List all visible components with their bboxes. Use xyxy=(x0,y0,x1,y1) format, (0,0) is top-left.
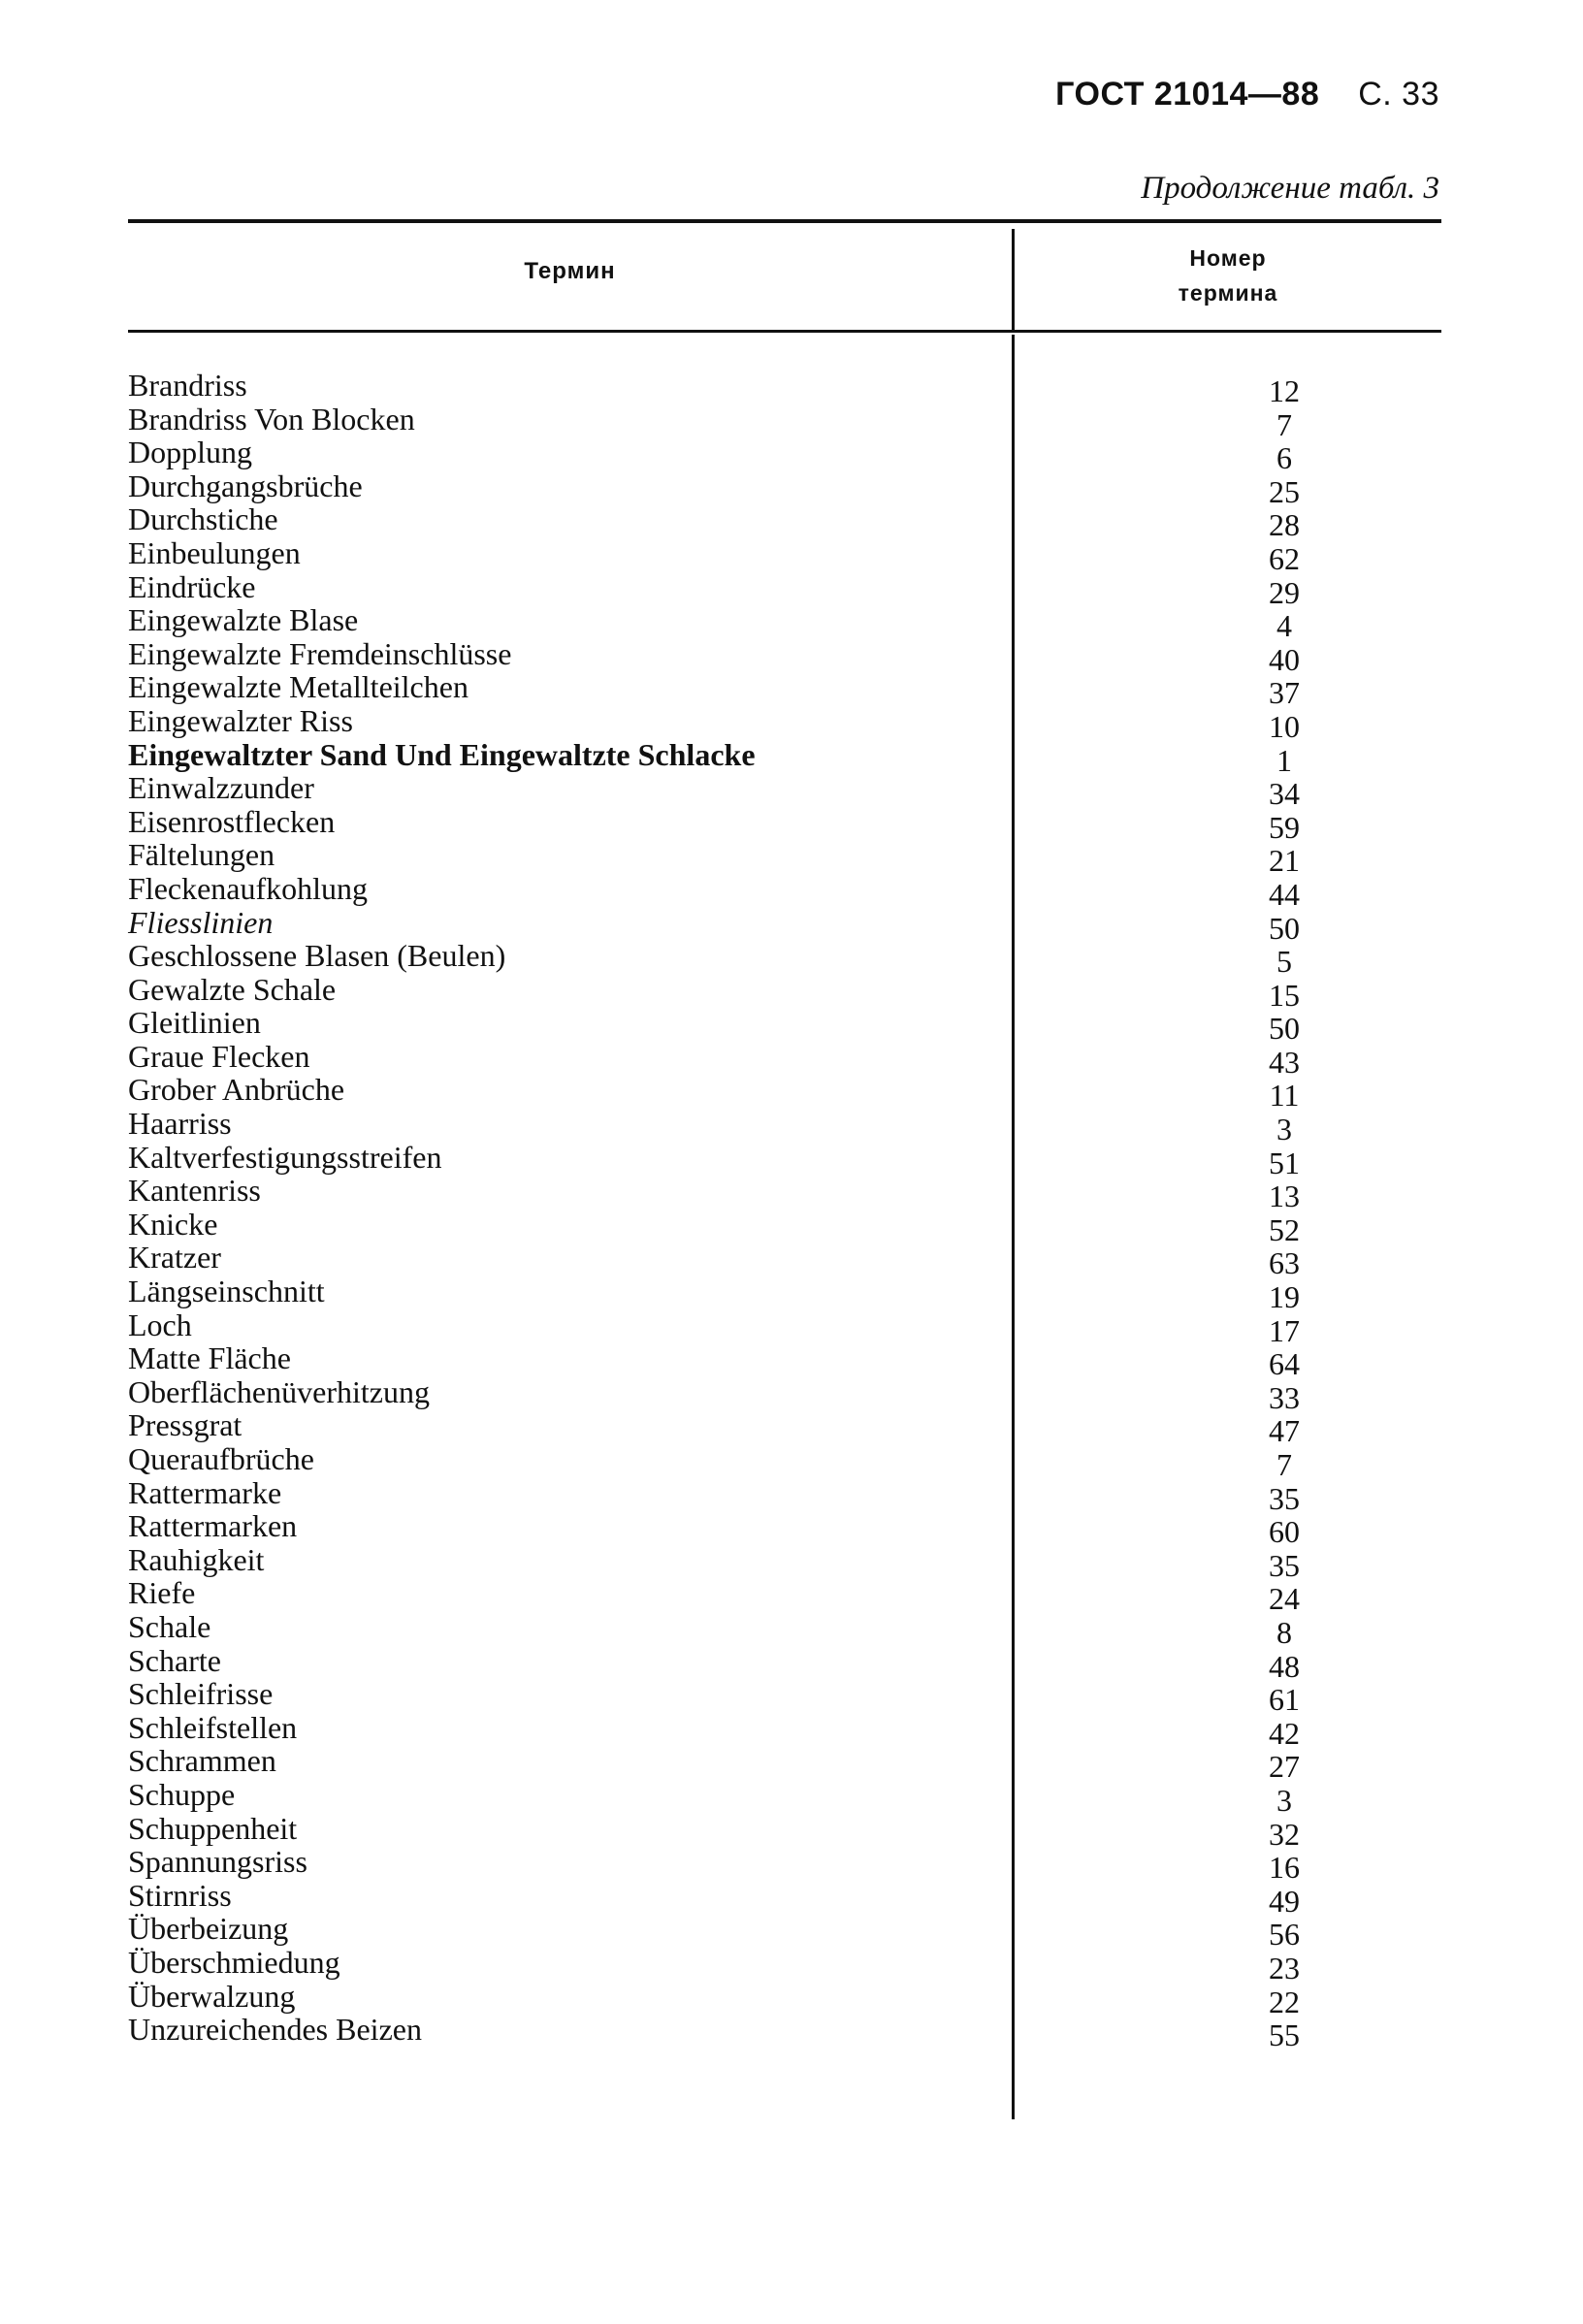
term-number: 16 xyxy=(1269,1850,1300,1886)
term-text: Gewalzte Schale xyxy=(128,971,337,1007)
term-number: 17 xyxy=(1269,1312,1300,1348)
table-row xyxy=(128,1407,1441,1449)
term-number: 25 xyxy=(1269,473,1300,509)
term-text: Fleckenaufkohlung xyxy=(128,870,369,906)
term-text: Rattermarken xyxy=(128,1508,298,1544)
term-text: Rattermarke xyxy=(128,1474,282,1510)
term-number: 56 xyxy=(1269,1917,1300,1953)
column-header-number-line1: Номер xyxy=(1189,245,1267,271)
term-text: Matte Fläche xyxy=(128,1340,291,1376)
table-row xyxy=(128,435,1441,476)
term-number: 6 xyxy=(1276,440,1292,476)
term-number: 34 xyxy=(1269,776,1300,812)
table-row xyxy=(128,1709,1441,1751)
table-row xyxy=(128,1307,1441,1348)
term-number: 37 xyxy=(1269,675,1300,711)
term-number: 24 xyxy=(1269,1581,1300,1617)
term-text: Einbeulungen xyxy=(128,534,301,570)
term-text: Eingewalzte Blase xyxy=(128,602,359,638)
term-number: 3 xyxy=(1276,1112,1292,1147)
term-text: Einwalzzunder xyxy=(128,770,314,806)
table-row xyxy=(128,1911,1441,1953)
term-number: 48 xyxy=(1269,1648,1300,1684)
term-number: 35 xyxy=(1269,1547,1300,1583)
term-number: 63 xyxy=(1269,1245,1300,1281)
table-top-rule xyxy=(128,219,1441,223)
term-number: 35 xyxy=(1269,1480,1300,1516)
column-header-number-line2: термина xyxy=(1178,280,1278,306)
table-row xyxy=(128,770,1441,812)
term-text: Längseinschnitt xyxy=(128,1274,325,1309)
table-row xyxy=(128,1978,1441,2019)
term-number: 52 xyxy=(1269,1211,1300,1247)
table-row xyxy=(128,870,1441,912)
term-number: 7 xyxy=(1276,1447,1292,1482)
term-number: 15 xyxy=(1269,977,1300,1013)
column-header-terms: Термин xyxy=(524,258,616,284)
term-number: 29 xyxy=(1269,574,1300,610)
table-row xyxy=(128,401,1441,442)
term-number: 44 xyxy=(1269,876,1300,912)
terms-table-body xyxy=(128,368,1441,2053)
term-text: Geschlossene Blasen (Beulen) xyxy=(128,938,506,974)
table-row xyxy=(128,1743,1441,1785)
term-text: Unzureichendes Beizen xyxy=(128,2012,422,2048)
term-text: Dopplung xyxy=(128,435,252,470)
term-number: 33 xyxy=(1269,1379,1300,1415)
term-number: 7 xyxy=(1276,406,1292,442)
table-row xyxy=(128,1541,1441,1583)
term-text: Schale xyxy=(128,1608,211,1644)
term-text: Kaltverfestigungsstreifen xyxy=(128,1139,442,1175)
table-row xyxy=(128,803,1441,845)
term-number: 49 xyxy=(1269,1883,1300,1919)
term-text: Überwalzung xyxy=(128,1978,296,2014)
term-text: Schleifrisse xyxy=(128,1676,274,1712)
table-row xyxy=(128,1844,1441,1886)
term-number: 62 xyxy=(1269,540,1300,576)
table-row xyxy=(128,602,1441,644)
table-continuation-caption: Продолжение табл. 3 xyxy=(1141,171,1439,206)
term-text: Schleifstellen xyxy=(128,1709,298,1745)
table-row xyxy=(128,1240,1441,1281)
table-row xyxy=(128,1877,1441,1919)
table-row xyxy=(128,837,1441,879)
term-number: 42 xyxy=(1269,1715,1300,1751)
table-row xyxy=(128,904,1441,946)
table-row xyxy=(128,568,1441,610)
table-row xyxy=(128,938,1441,980)
table-row xyxy=(128,1274,1441,1315)
table-row xyxy=(128,1038,1441,1080)
term-text: Graue Flecken xyxy=(128,1038,310,1074)
term-number: 47 xyxy=(1269,1413,1300,1449)
table-row xyxy=(128,1676,1441,1718)
column-header-number xyxy=(1015,241,1441,310)
term-number: 23 xyxy=(1269,1950,1300,1985)
term-text: Scharte xyxy=(128,1642,221,1678)
table-row xyxy=(128,736,1441,778)
term-text: Eingewaltzter Sand Und Eingewaltzte Schlacke xyxy=(128,736,756,772)
term-number: 12 xyxy=(1269,373,1300,408)
table-row xyxy=(128,702,1441,744)
term-text: Knicke xyxy=(128,1206,218,1242)
term-text: Haarriss xyxy=(128,1106,232,1142)
term-number: 51 xyxy=(1269,1145,1300,1180)
table-row xyxy=(128,534,1441,576)
term-text: Spannungsriss xyxy=(128,1844,307,1880)
term-text: Riefe xyxy=(128,1575,196,1611)
term-text: Eingewalzter Riss xyxy=(128,702,353,738)
term-text: Kantenriss xyxy=(128,1173,261,1209)
term-number: 40 xyxy=(1269,641,1300,677)
term-text: Überschmiedung xyxy=(128,1944,340,1980)
term-text: Queraufbrüche xyxy=(128,1441,314,1476)
term-number: 32 xyxy=(1269,1816,1300,1852)
term-text: Eingewalzte Metallteilchen xyxy=(128,669,468,705)
table-row xyxy=(128,1608,1441,1650)
term-number: 28 xyxy=(1269,507,1300,543)
table-row xyxy=(128,1173,1441,1214)
page-header xyxy=(1055,76,1439,113)
term-number: 61 xyxy=(1269,1682,1300,1718)
term-text: Gleitlinien xyxy=(128,1005,261,1041)
term-number: 5 xyxy=(1276,944,1292,980)
table-row xyxy=(128,1944,1441,1985)
term-text: Brandriss Von Blocken xyxy=(128,401,415,436)
table-row xyxy=(128,1441,1441,1482)
table-row xyxy=(128,1206,1441,1247)
term-number: 3 xyxy=(1276,1782,1292,1818)
table-row xyxy=(128,1373,1441,1415)
table-row xyxy=(128,1776,1441,1818)
term-number: 43 xyxy=(1269,1044,1300,1080)
table-row xyxy=(128,1810,1441,1852)
term-number: 4 xyxy=(1276,608,1292,644)
term-number: 59 xyxy=(1269,809,1300,845)
table-row xyxy=(128,1072,1441,1114)
table-row xyxy=(128,468,1441,509)
term-number: 50 xyxy=(1269,1011,1300,1047)
header-bottom-rule xyxy=(128,330,1441,333)
term-text: Rauhigkeit xyxy=(128,1541,265,1577)
table-row xyxy=(128,1106,1441,1147)
table-row xyxy=(128,1575,1441,1617)
table-row xyxy=(128,501,1441,543)
term-text: Stirnriss xyxy=(128,1877,232,1913)
term-text: Loch xyxy=(128,1307,192,1342)
term-text: Brandriss xyxy=(128,368,247,403)
term-number: 13 xyxy=(1269,1178,1300,1214)
term-text: Oberflächenüverhitzung xyxy=(128,1373,430,1409)
standard-designation: ГОСТ 21014—88 xyxy=(1055,76,1320,113)
term-number: 19 xyxy=(1269,1279,1300,1315)
table-row xyxy=(128,1508,1441,1550)
term-number: 27 xyxy=(1269,1749,1300,1785)
table-row xyxy=(128,1340,1441,1382)
term-number: 1 xyxy=(1276,742,1292,778)
term-text: Fältelungen xyxy=(128,837,275,873)
term-text: Überbeizung xyxy=(128,1911,289,1947)
term-text: Schrammen xyxy=(128,1743,276,1779)
table-row xyxy=(128,1139,1441,1180)
term-number: 11 xyxy=(1269,1078,1300,1114)
term-number: 55 xyxy=(1269,2017,1300,2053)
page-number: С. 33 xyxy=(1358,76,1439,113)
term-text: Pressgrat xyxy=(128,1407,242,1443)
table-row xyxy=(128,1005,1441,1047)
term-number: 50 xyxy=(1269,910,1300,946)
term-text: Durchstiche xyxy=(128,501,278,537)
term-number: 21 xyxy=(1269,843,1300,879)
table-row xyxy=(128,368,1441,408)
term-number: 22 xyxy=(1269,1984,1300,2019)
table-row xyxy=(128,669,1441,711)
table-row xyxy=(128,1642,1441,1684)
term-text: Schuppe xyxy=(128,1776,236,1812)
table-row xyxy=(128,971,1441,1013)
table-row xyxy=(128,1474,1441,1516)
term-number: 10 xyxy=(1269,708,1300,744)
term-text: Fliesslinien xyxy=(128,904,274,940)
term-text: Grober Anbrüche xyxy=(128,1072,345,1108)
term-number: 60 xyxy=(1269,1514,1300,1550)
term-text: Kratzer xyxy=(128,1240,221,1275)
term-text: Eingewalzte Fremdeinschlüsse xyxy=(128,635,512,671)
term-number: 64 xyxy=(1269,1346,1300,1382)
term-text: Eisenrostflecken xyxy=(128,803,336,839)
table-row xyxy=(128,635,1441,677)
term-text: Durchgangsbrüche xyxy=(128,468,363,503)
term-number: 8 xyxy=(1276,1614,1292,1650)
term-text: Eindrücke xyxy=(128,568,256,604)
term-text: Schuppenheit xyxy=(128,1810,298,1846)
table-row xyxy=(128,2012,1441,2053)
